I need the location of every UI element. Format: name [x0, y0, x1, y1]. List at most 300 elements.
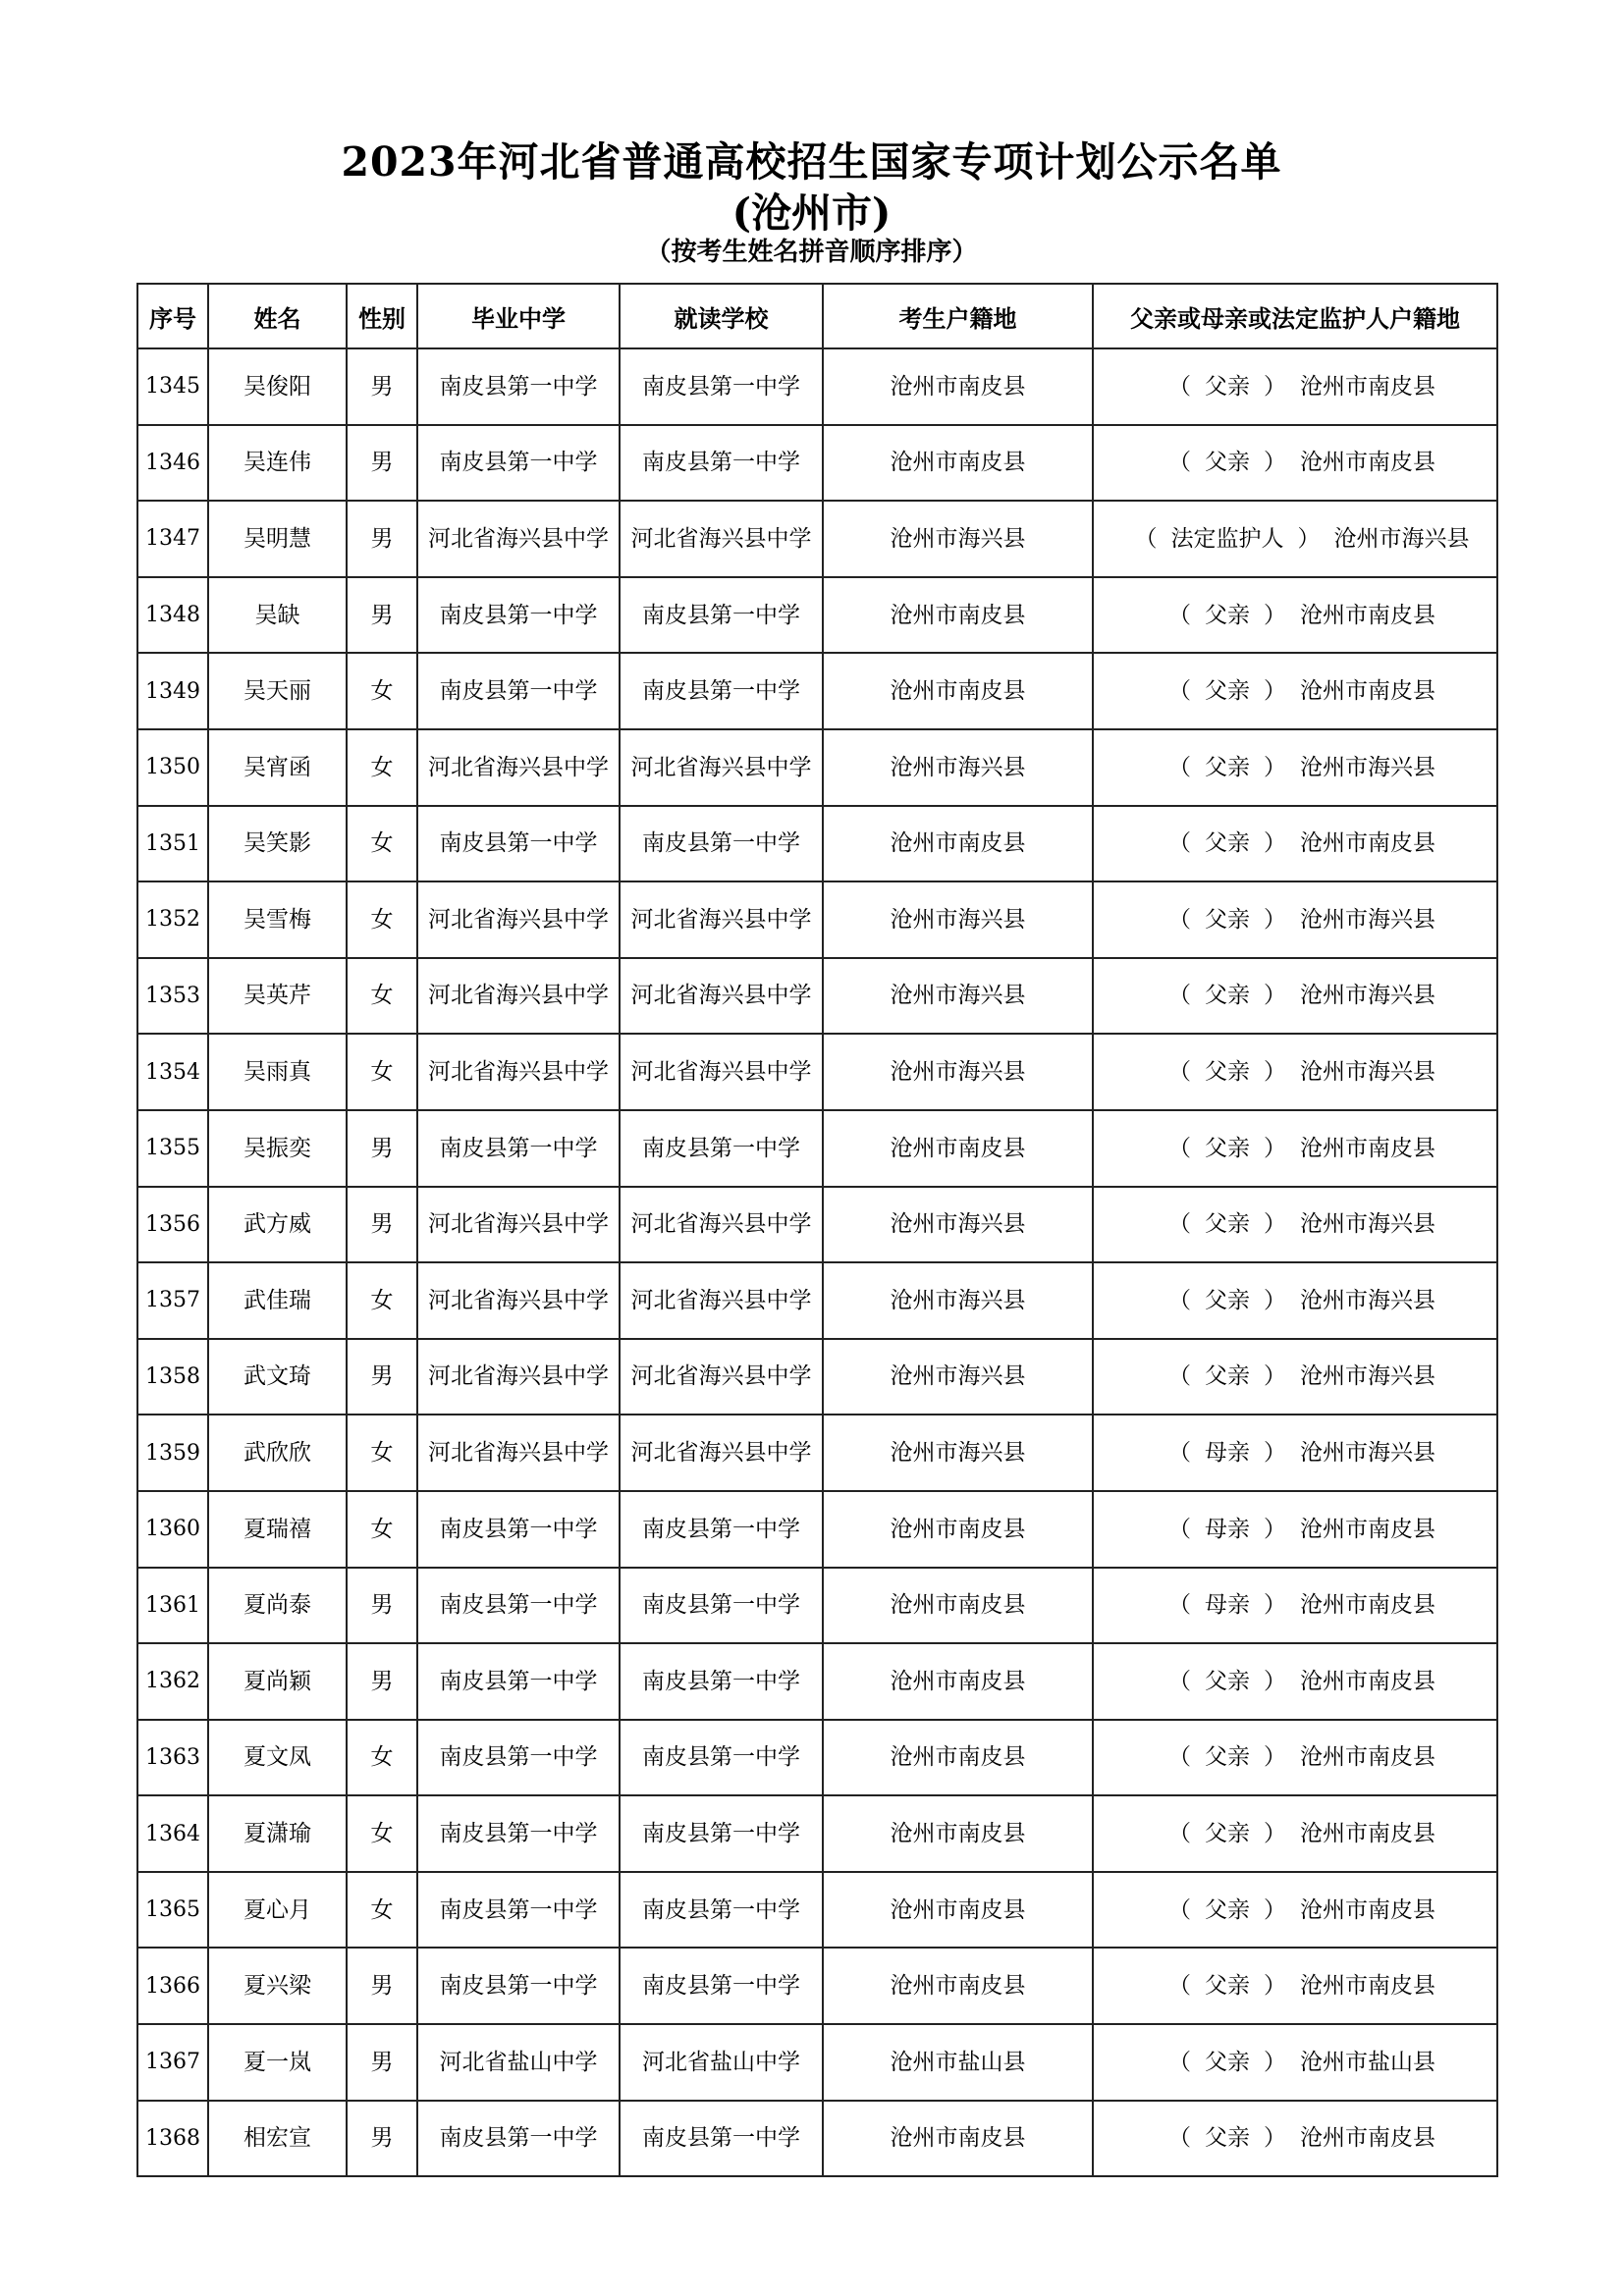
open-paren: （ [1168, 1744, 1191, 1771]
guardian-relation: 父亲 [1205, 1211, 1250, 1238]
guardian-hukou-cell [1093, 1872, 1497, 1949]
gender-cell: 女 [347, 653, 417, 729]
guardian-relation: 父亲 [1205, 1059, 1250, 1086]
table-row [137, 1187, 1497, 1263]
name-cell: 相宏宣 [208, 2101, 347, 2177]
guardian-relation: 父亲 [1205, 1668, 1250, 1694]
seq-cell: 1365 [137, 1872, 208, 1949]
close-paren: ） [1264, 2125, 1286, 2152]
table-row [137, 881, 1497, 958]
grad-school-cell: 河北省海兴县中学 [417, 1187, 620, 1263]
name-cell: 吴明慧 [208, 501, 347, 577]
guardian-place: 沧州市海兴县 [1333, 525, 1470, 552]
gender-cell: 女 [347, 1262, 417, 1339]
table-row [137, 1948, 1497, 2024]
close-paren: ） [1264, 2049, 1286, 2075]
guardian-relation: 父亲 [1205, 1973, 1250, 2000]
guardian-hukou-cell [1093, 348, 1497, 425]
close-paren: ） [1264, 830, 1286, 857]
open-paren: （ [1168, 983, 1191, 1009]
name-cell: 夏一岚 [208, 2024, 347, 2101]
name-cell: 吴缺 [208, 577, 347, 654]
grad-school-cell: 河北省海兴县中学 [417, 729, 620, 806]
grad-school-cell: 南皮县第一中学 [417, 2101, 620, 2177]
name-cell: 吴宵函 [208, 729, 347, 806]
guardian-hukou-cell [1093, 2024, 1497, 2101]
hukou-cell: 沧州市南皮县 [823, 1643, 1093, 1720]
grad-school-cell: 南皮县第一中学 [417, 653, 620, 729]
guardian-place: 沧州市南皮县 [1300, 1896, 1435, 1923]
guardian-relation: 父亲 [1205, 983, 1250, 1009]
hukou-cell: 沧州市南皮县 [823, 1872, 1093, 1949]
guardian-relation: 母亲 [1205, 1516, 1250, 1542]
name-cell: 吴振奕 [208, 1110, 347, 1187]
table-row [137, 1491, 1497, 1568]
hukou-cell: 沧州市南皮县 [823, 806, 1093, 882]
table-row [137, 1568, 1497, 1644]
guardian-hukou-cell [1093, 1415, 1497, 1491]
grad-school-cell: 河北省海兴县中学 [417, 1034, 620, 1110]
hukou-cell: 沧州市海兴县 [823, 1262, 1093, 1339]
open-paren: （ [1168, 754, 1191, 780]
close-paren: ） [1264, 1059, 1286, 1086]
open-paren: （ [1168, 1059, 1191, 1086]
guardian-relation: 法定监护人 [1170, 525, 1284, 552]
gender-cell: 男 [347, 1643, 417, 1720]
grad-school-cell: 南皮县第一中学 [417, 348, 620, 425]
name-cell: 武欣欣 [208, 1415, 347, 1491]
open-paren: （ [1168, 450, 1191, 476]
header-gender: 性别 [347, 284, 417, 348]
guardian-place: 沧州市南皮县 [1300, 602, 1435, 628]
current-school-cell: 南皮县第一中学 [620, 577, 823, 654]
gender-cell: 女 [347, 729, 417, 806]
hukou-cell: 沧州市南皮县 [823, 653, 1093, 729]
hukou-cell: 沧州市盐山县 [823, 2024, 1093, 2101]
grad-school-cell: 南皮县第一中学 [417, 577, 620, 654]
seq-cell: 1350 [137, 729, 208, 806]
guardian-place: 沧州市南皮县 [1300, 450, 1435, 476]
seq-cell: 1358 [137, 1339, 208, 1415]
name-cell: 夏文凤 [208, 1720, 347, 1796]
open-paren: （ [1168, 1287, 1191, 1313]
guardian-place: 沧州市南皮县 [1300, 1744, 1435, 1771]
guardian-relation: 父亲 [1205, 373, 1250, 400]
guardian-relation: 父亲 [1205, 754, 1250, 780]
name-cell: 夏心月 [208, 1872, 347, 1949]
current-school-cell: 河北省海兴县中学 [620, 1034, 823, 1110]
close-paren: ） [1264, 1135, 1286, 1161]
table-row [137, 1339, 1497, 1415]
grad-school-cell: 河北省海兴县中学 [417, 958, 620, 1035]
open-paren: （ [1168, 373, 1191, 400]
gender-cell: 男 [347, 501, 417, 577]
gender-cell: 女 [347, 1415, 417, 1491]
table-row [137, 806, 1497, 882]
table-row [137, 1795, 1497, 1872]
header-name: 姓名 [208, 284, 347, 348]
guardian-place: 沧州市海兴县 [1300, 754, 1435, 780]
name-cell: 吴雨真 [208, 1034, 347, 1110]
seq-cell: 1346 [137, 425, 208, 502]
guardian-relation: 父亲 [1205, 1135, 1250, 1161]
document-title: 2023年河北省普通高校招生国家专项计划公示名单 [341, 138, 1282, 186]
gender-cell: 男 [347, 1568, 417, 1644]
close-paren: ） [1264, 450, 1286, 476]
open-paren: （ [1168, 1211, 1191, 1238]
current-school-cell: 南皮县第一中学 [620, 653, 823, 729]
admission-list-table [136, 283, 1498, 2177]
seq-cell: 1360 [137, 1491, 208, 1568]
open-paren: （ [1168, 1440, 1191, 1467]
gender-cell: 女 [347, 1872, 417, 1949]
guardian-hukou-cell [1093, 1795, 1497, 1872]
guardian-place: 沧州市南皮县 [1300, 2125, 1435, 2152]
guardian-hukou-cell [1093, 1187, 1497, 1263]
guardian-relation: 父亲 [1205, 1896, 1250, 1923]
seq-cell: 1363 [137, 1720, 208, 1796]
seq-cell: 1359 [137, 1415, 208, 1491]
guardian-hukou-cell [1093, 1491, 1497, 1568]
table-header-row [137, 284, 1497, 348]
guardian-hukou-cell [1093, 958, 1497, 1035]
guardian-place: 沧州市海兴县 [1300, 1059, 1435, 1086]
guardian-relation: 父亲 [1205, 1744, 1250, 1771]
table-row [137, 348, 1497, 425]
current-school-cell: 南皮县第一中学 [620, 1643, 823, 1720]
name-cell: 吴俊阳 [208, 348, 347, 425]
gender-cell: 男 [347, 1948, 417, 2024]
seq-cell: 1352 [137, 881, 208, 958]
open-paren: （ [1168, 1896, 1191, 1923]
open-paren: （ [1168, 1135, 1191, 1161]
guardian-hukou-cell [1093, 653, 1497, 729]
open-paren: （ [1168, 1516, 1191, 1542]
hukou-cell: 沧州市海兴县 [823, 881, 1093, 958]
open-paren: （ [1168, 1363, 1191, 1390]
grad-school-cell: 河北省海兴县中学 [417, 1415, 620, 1491]
header-grad-school: 毕业中学 [417, 284, 620, 348]
close-paren: ） [1264, 1363, 1286, 1390]
hukou-cell: 沧州市南皮县 [823, 2101, 1093, 2177]
guardian-place: 沧州市南皮县 [1300, 830, 1435, 857]
guardian-hukou-cell [1093, 1720, 1497, 1796]
grad-school-cell: 南皮县第一中学 [417, 1948, 620, 2024]
header-hukou: 考生户籍地 [823, 284, 1093, 348]
name-cell: 吴英芹 [208, 958, 347, 1035]
guardian-place: 沧州市海兴县 [1300, 1363, 1435, 1390]
guardian-place: 沧州市海兴县 [1300, 1287, 1435, 1313]
hukou-cell: 沧州市海兴县 [823, 1339, 1093, 1415]
gender-cell: 女 [347, 1720, 417, 1796]
current-school-cell: 河北省海兴县中学 [620, 958, 823, 1035]
guardian-hukou-cell [1093, 1339, 1497, 1415]
table-row [137, 1110, 1497, 1187]
close-paren: ） [1264, 983, 1286, 1009]
guardian-hukou-cell [1093, 881, 1497, 958]
current-school-cell: 河北省盐山中学 [620, 2024, 823, 2101]
current-school-cell: 河北省海兴县中学 [620, 1339, 823, 1415]
seq-cell: 1362 [137, 1643, 208, 1720]
table-row [137, 577, 1497, 654]
guardian-place: 沧州市海兴县 [1300, 1440, 1435, 1467]
guardian-hukou-cell [1093, 1034, 1497, 1110]
guardian-hukou-cell [1093, 1262, 1497, 1339]
open-paren: （ [1168, 1592, 1191, 1619]
guardian-relation: 父亲 [1205, 450, 1250, 476]
grad-school-cell: 南皮县第一中学 [417, 1491, 620, 1568]
seq-cell: 1366 [137, 1948, 208, 2024]
grad-school-cell: 河北省盐山中学 [417, 2024, 620, 2101]
current-school-cell: 南皮县第一中学 [620, 806, 823, 882]
guardian-hukou-cell [1093, 1110, 1497, 1187]
close-paren: ） [1264, 754, 1286, 780]
open-paren: （ [1168, 602, 1191, 628]
grad-school-cell: 南皮县第一中学 [417, 806, 620, 882]
current-school-cell: 河北省海兴县中学 [620, 881, 823, 958]
close-paren: ） [1264, 373, 1286, 400]
close-paren: ） [1264, 1744, 1286, 1771]
close-paren: ） [1264, 1668, 1286, 1694]
guardian-place: 沧州市海兴县 [1300, 1211, 1435, 1238]
close-paren: ） [1264, 1821, 1286, 1846]
header-guardian-hukou: 父亲或母亲或法定监护人户籍地 [1093, 284, 1497, 348]
table-row [137, 1643, 1497, 1720]
table-row [137, 425, 1497, 502]
gender-cell: 男 [347, 348, 417, 425]
guardian-relation: 父亲 [1205, 1363, 1250, 1390]
close-paren: ） [1297, 525, 1321, 552]
gender-cell: 男 [347, 1339, 417, 1415]
current-school-cell: 南皮县第一中学 [620, 1948, 823, 2024]
name-cell: 夏兴梁 [208, 1948, 347, 2024]
name-cell: 夏瑞禧 [208, 1491, 347, 1568]
table-row [137, 501, 1497, 577]
hukou-cell: 沧州市南皮县 [823, 1795, 1093, 1872]
guardian-relation: 父亲 [1205, 678, 1250, 705]
close-paren: ） [1264, 1287, 1286, 1313]
guardian-relation: 母亲 [1205, 1592, 1250, 1619]
gender-cell: 男 [347, 1187, 417, 1263]
guardian-hukou-cell [1093, 577, 1497, 654]
guardian-hukou-cell [1093, 425, 1497, 502]
close-paren: ） [1264, 1440, 1286, 1467]
guardian-place: 沧州市南皮县 [1300, 1668, 1435, 1694]
table-row [137, 1872, 1497, 1949]
current-school-cell: 南皮县第一中学 [620, 1795, 823, 1872]
hukou-cell: 沧州市南皮县 [823, 1720, 1093, 1796]
close-paren: ） [1264, 1211, 1286, 1238]
table-row [137, 2024, 1497, 2101]
guardian-place: 沧州市南皮县 [1300, 1592, 1435, 1619]
gender-cell: 女 [347, 1491, 417, 1568]
current-school-cell: 南皮县第一中学 [620, 348, 823, 425]
current-school-cell: 南皮县第一中学 [620, 1568, 823, 1644]
seq-cell: 1361 [137, 1568, 208, 1644]
hukou-cell: 沧州市南皮县 [823, 425, 1093, 502]
guardian-place: 沧州市海兴县 [1300, 983, 1435, 1009]
guardian-hukou-cell [1093, 1643, 1497, 1720]
hukou-cell: 沧州市南皮县 [823, 1568, 1093, 1644]
name-cell: 吴笑影 [208, 806, 347, 882]
guardian-relation: 父亲 [1205, 1287, 1250, 1313]
name-cell: 吴雪梅 [208, 881, 347, 958]
current-school-cell: 河北省海兴县中学 [620, 1187, 823, 1263]
gender-cell: 女 [347, 1034, 417, 1110]
hukou-cell: 沧州市海兴县 [823, 1415, 1093, 1491]
hukou-cell: 沧州市南皮县 [823, 1491, 1093, 1568]
gender-cell: 男 [347, 577, 417, 654]
open-paren: （ [1168, 906, 1191, 933]
guardian-place: 沧州市南皮县 [1300, 1135, 1435, 1161]
table-row [137, 1034, 1497, 1110]
open-paren: （ [1168, 678, 1191, 705]
gender-cell: 男 [347, 425, 417, 502]
grad-school-cell: 南皮县第一中学 [417, 1720, 620, 1796]
guardian-place: 沧州市海兴县 [1300, 906, 1435, 933]
current-school-cell: 河北省海兴县中学 [620, 1262, 823, 1339]
close-paren: ） [1264, 1516, 1286, 1542]
open-paren: （ [1168, 2125, 1191, 2152]
current-school-cell: 南皮县第一中学 [620, 1491, 823, 1568]
guardian-relation: 父亲 [1205, 1821, 1250, 1846]
guardian-relation: 父亲 [1205, 2125, 1250, 2152]
current-school-cell: 南皮县第一中学 [620, 1720, 823, 1796]
seq-cell: 1357 [137, 1262, 208, 1339]
guardian-relation: 父亲 [1205, 602, 1250, 628]
grad-school-cell: 河北省海兴县中学 [417, 1339, 620, 1415]
hukou-cell: 沧州市南皮县 [823, 1110, 1093, 1187]
sort-note: （按考生姓名拼音顺序排序） [645, 238, 978, 267]
name-cell: 夏潇瑜 [208, 1795, 347, 1872]
table-row [137, 958, 1497, 1035]
name-cell: 武方威 [208, 1187, 347, 1263]
guardian-hukou-cell [1093, 806, 1497, 882]
table-row [137, 653, 1497, 729]
header-current-school: 就读学校 [620, 284, 823, 348]
grad-school-cell: 南皮县第一中学 [417, 1568, 620, 1644]
guardian-relation: 父亲 [1205, 2049, 1250, 2075]
gender-cell: 女 [347, 958, 417, 1035]
seq-cell: 1345 [137, 348, 208, 425]
guardian-relation: 母亲 [1205, 1440, 1250, 1467]
grad-school-cell: 南皮县第一中学 [417, 425, 620, 502]
gender-cell: 女 [347, 881, 417, 958]
current-school-cell: 河北省海兴县中学 [620, 729, 823, 806]
seq-cell: 1355 [137, 1110, 208, 1187]
current-school-cell: 南皮县第一中学 [620, 1872, 823, 1949]
seq-cell: 1349 [137, 653, 208, 729]
grad-school-cell: 南皮县第一中学 [417, 1795, 620, 1872]
guardian-place: 沧州市南皮县 [1300, 1516, 1435, 1542]
guardian-hukou-cell [1093, 729, 1497, 806]
seq-cell: 1347 [137, 501, 208, 577]
seq-cell: 1353 [137, 958, 208, 1035]
grad-school-cell: 河北省海兴县中学 [417, 1262, 620, 1339]
guardian-place: 沧州市南皮县 [1300, 678, 1435, 705]
gender-cell: 男 [347, 1110, 417, 1187]
guardian-relation: 父亲 [1205, 830, 1250, 857]
gender-cell: 男 [347, 2101, 417, 2177]
gender-cell: 女 [347, 1795, 417, 1872]
seq-cell: 1356 [137, 1187, 208, 1263]
table-row [137, 1415, 1497, 1491]
current-school-cell: 南皮县第一中学 [620, 2101, 823, 2177]
seq-cell: 1367 [137, 2024, 208, 2101]
gender-cell: 女 [347, 806, 417, 882]
open-paren: （ [1168, 1668, 1191, 1694]
close-paren: ） [1264, 1592, 1286, 1619]
close-paren: ） [1264, 906, 1286, 933]
name-cell: 武佳瑞 [208, 1262, 347, 1339]
name-cell: 武文琦 [208, 1339, 347, 1415]
open-paren: （ [1168, 2049, 1191, 2075]
guardian-hukou-cell [1093, 501, 1497, 577]
guardian-place: 沧州市南皮县 [1300, 373, 1435, 400]
seq-cell: 1364 [137, 1795, 208, 1872]
close-paren: ） [1264, 602, 1286, 628]
table-body [137, 348, 1497, 2176]
open-paren: （ [1168, 1973, 1191, 2000]
name-cell: 吴连伟 [208, 425, 347, 502]
grad-school-cell: 河北省海兴县中学 [417, 501, 620, 577]
guardian-hukou-cell [1093, 1948, 1497, 2024]
guardian-hukou-cell [1093, 1568, 1497, 1644]
open-paren: （ [1134, 525, 1158, 552]
guardian-place: 沧州市盐山县 [1300, 2049, 1435, 2075]
current-school-cell: 河北省海兴县中学 [620, 1415, 823, 1491]
grad-school-cell: 南皮县第一中学 [417, 1110, 620, 1187]
seq-cell: 1348 [137, 577, 208, 654]
hukou-cell: 沧州市海兴县 [823, 1034, 1093, 1110]
current-school-cell: 河北省海兴县中学 [620, 501, 823, 577]
seq-cell: 1351 [137, 806, 208, 882]
grad-school-cell: 南皮县第一中学 [417, 1643, 620, 1720]
table-row [137, 2101, 1497, 2177]
table-row [137, 1262, 1497, 1339]
hukou-cell: 沧州市海兴县 [823, 501, 1093, 577]
header-seq: 序号 [137, 284, 208, 348]
grad-school-cell: 南皮县第一中学 [417, 1872, 620, 1949]
table-row [137, 1720, 1497, 1796]
guardian-place: 沧州市南皮县 [1300, 1821, 1435, 1846]
hukou-cell: 沧州市南皮县 [823, 348, 1093, 425]
hukou-cell: 沧州市海兴县 [823, 729, 1093, 806]
seq-cell: 1368 [137, 2101, 208, 2177]
table-row [137, 729, 1497, 806]
current-school-cell: 南皮县第一中学 [620, 1110, 823, 1187]
current-school-cell: 南皮县第一中学 [620, 425, 823, 502]
hukou-cell: 沧州市南皮县 [823, 1948, 1093, 2024]
open-paren: （ [1168, 1821, 1191, 1846]
hukou-cell: 沧州市海兴县 [823, 958, 1093, 1035]
close-paren: ） [1264, 678, 1286, 705]
seq-cell: 1354 [137, 1034, 208, 1110]
name-cell: 夏尚泰 [208, 1568, 347, 1644]
guardian-hukou-cell [1093, 2101, 1497, 2177]
hukou-cell: 沧州市海兴县 [823, 1187, 1093, 1263]
name-cell: 吴天丽 [208, 653, 347, 729]
close-paren: ） [1264, 1896, 1286, 1923]
document-subtitle: (沧州市) [731, 189, 892, 237]
close-paren: ） [1264, 1973, 1286, 2000]
guardian-place: 沧州市南皮县 [1300, 1973, 1435, 2000]
name-cell: 夏尚颖 [208, 1643, 347, 1720]
gender-cell: 男 [347, 2024, 417, 2101]
hukou-cell: 沧州市南皮县 [823, 577, 1093, 654]
open-paren: （ [1168, 830, 1191, 857]
grad-school-cell: 河北省海兴县中学 [417, 881, 620, 958]
